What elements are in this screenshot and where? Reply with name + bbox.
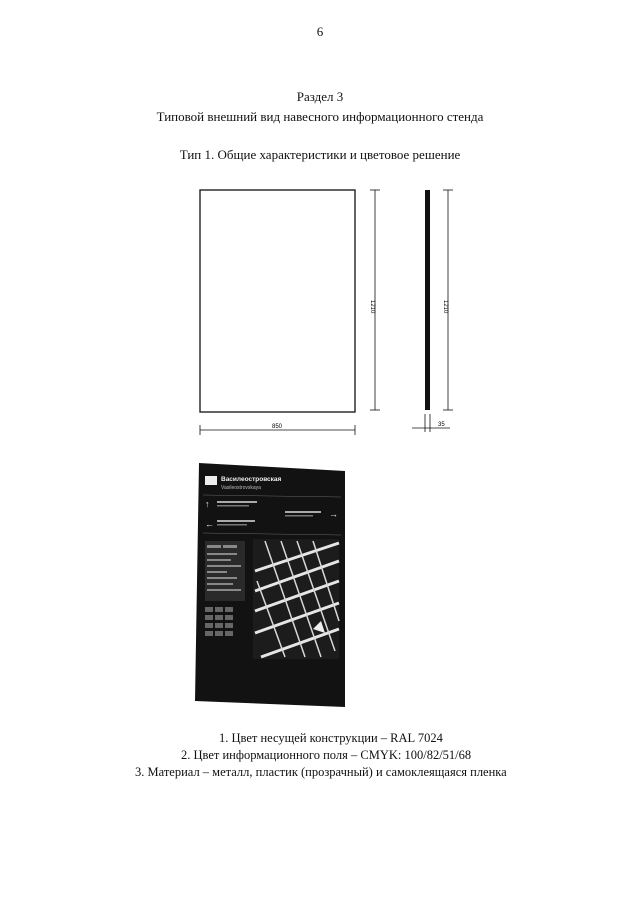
station-name-ru: Василеостровская bbox=[221, 476, 282, 483]
section-label: Раздел 3 bbox=[296, 89, 344, 104]
side-height-label: 1210 bbox=[442, 300, 448, 314]
side-view-profile bbox=[425, 190, 430, 410]
station-name-en: Vasileostrovskaya bbox=[221, 485, 261, 491]
arrow-up-icon: ↑ bbox=[205, 499, 210, 509]
city-map bbox=[253, 539, 339, 659]
type-subheading: Тип 1. Общие характеристики и цветовое решение bbox=[179, 147, 461, 162]
front-view-outline bbox=[200, 190, 355, 412]
metro-logo-icon bbox=[205, 476, 217, 485]
list-item: 1. Цвет несущей конструкции – RAL 7024 bbox=[219, 731, 443, 745]
front-height-label: 1210 bbox=[369, 300, 375, 314]
arrow-left-icon: ← bbox=[205, 519, 214, 529]
document-heading: Типовой внешний вид навесного информационного стенда bbox=[156, 109, 484, 124]
list-item: 2. Цвет информационного поля – CMYK: 100/82/51/68 bbox=[181, 748, 472, 762]
front-width-label: 850 bbox=[271, 424, 283, 430]
arrow-right-icon: → bbox=[329, 509, 338, 519]
side-depth-label: 35 bbox=[438, 422, 445, 428]
list-item: 3. Материал – металл, пластик (прозрачный) и самоклеящаяся пленка bbox=[135, 765, 507, 779]
stand-photo bbox=[195, 461, 347, 709]
page-number: 6 bbox=[316, 24, 324, 39]
